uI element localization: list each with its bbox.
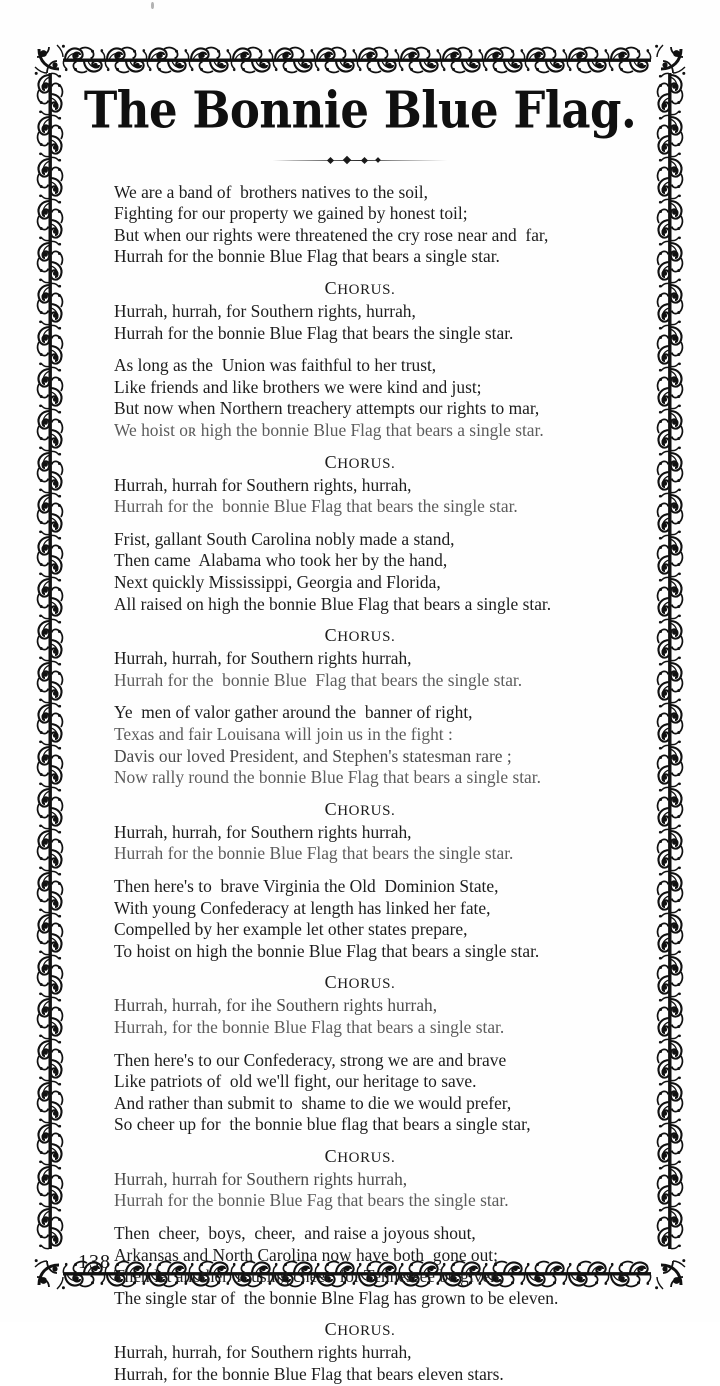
lyric-line: Ye men of valor gather around the banner of right,	[114, 702, 473, 723]
lyric-line: We are a band of brothers natives to the soil,	[114, 181, 428, 202]
chorus-label	[78, 625, 642, 646]
chorus-stanza	[78, 475, 642, 518]
lyric-line: Hurrah for the bonnie Blue Flag that bears the single star.	[114, 843, 514, 864]
lyric-line: Then here's to brave Virginia the Old Dominion State,	[114, 875, 499, 896]
lyric-line: Davis our loved President, and Stephen's statesman rare ;	[114, 745, 512, 766]
chorus-label-rest: HORUS.	[337, 455, 396, 472]
lyric-line: And rather than submit to shame to die we would prefer,	[114, 1092, 512, 1113]
divider-diamond	[343, 155, 351, 163]
verse-stanza	[78, 355, 642, 441]
page-number: 138	[78, 1251, 111, 1273]
lyric-line: Hurrah, hurrah, for Southern rights hurrah,	[114, 821, 412, 842]
chorus-label-rest: HORUS.	[337, 802, 396, 819]
lyric-line: Now rally round the bonnie Blue Flag that bears a single star.	[114, 767, 541, 788]
chorus-label	[78, 799, 642, 820]
divider-diamond	[361, 157, 368, 164]
song-content	[78, 70, 642, 1385]
chorus-label	[78, 1319, 642, 1340]
lyric-line: Hurrah, for the bonnie Blue Flag that bears a single star.	[114, 1016, 505, 1037]
chorus-label-rest: HORUS.	[337, 976, 396, 993]
lyric-line: Hurrah for the bonnie Blue Flag that bears the single star.	[114, 322, 514, 343]
lyric-line: Hurrah for the bonnie Blue Flag that bears a single star.	[114, 246, 500, 267]
lyric-line: But when our rights were threatened the cry rose near and far,	[114, 224, 549, 245]
lyric-line: Like friends and like brothers we were kind and just;	[114, 376, 482, 397]
verse-stanza	[78, 876, 642, 962]
border-right	[653, 43, 687, 1291]
chorus-label-capital: C	[324, 451, 338, 472]
chorus-stanza	[78, 1342, 642, 1385]
lyric-line: Hurrah for the bonnie Blue Flag that bears the single star.	[114, 496, 518, 517]
chorus-label-capital: C	[324, 798, 338, 819]
page-title: The Bonnie Blue Flag.	[83, 80, 637, 140]
lyric-line: Then cheer, boys, cheer, and raise a joyous shout,	[114, 1223, 476, 1244]
chorus-label-capital: C	[324, 972, 338, 993]
lyric-line: Texas and fair Louisana will join us in the fight :	[114, 723, 453, 744]
lyric-line: With young Confederacy at length has linked her fate,	[114, 897, 491, 918]
chorus-label-capital: C	[324, 1319, 338, 1340]
lyric-line: Hurrah, hurrah for Southern rights, hurrah,	[114, 474, 412, 495]
verse-stanza	[78, 182, 642, 268]
lyric-line: Then came Alabama who took her by the hand,	[114, 550, 448, 571]
lyric-line: Hurrah, for the bonnie Blue Flag that bears eleven stars.	[114, 1364, 504, 1385]
lyric-line: Hurrah, hurrah for Southern rights hurrah,	[114, 1168, 408, 1189]
chorus-stanza	[78, 648, 642, 691]
chorus-label-rest: HORUS.	[337, 1149, 396, 1166]
lyric-line: Next quickly Mississippi, Georgia and Florida,	[114, 572, 441, 592]
chorus-label-rest: HORUS.	[337, 629, 396, 646]
chorus-label	[78, 452, 642, 473]
chorus-label-rest: HORUS.	[337, 1323, 396, 1340]
chorus-stanza	[78, 822, 642, 865]
chorus-label	[78, 278, 642, 299]
title-divider-ornament	[78, 152, 642, 168]
border-left	[33, 43, 67, 1291]
lyric-line: Then let another rousing cheer for Tennessee be given,	[114, 1266, 504, 1287]
lyric-line: Hurrah, hurrah, for Southern rights hurrah,	[114, 648, 412, 669]
lyric-line: Hurrah, hurrah, for Southern rights hurrah,	[114, 1342, 412, 1363]
ink-speck	[151, 2, 154, 9]
lyric-line: As long as the Union was faithful to her trust,	[114, 355, 437, 376]
lyric-line: Hurrah for the bonnie Blue Flag that bears the single star.	[114, 669, 523, 690]
lyric-line: The single star of the bonnie Blne Flag has grown to be eleven.	[114, 1287, 559, 1308]
lyric-line: Hurrah for the bonnie Blue Fag that bears the single star.	[114, 1190, 509, 1211]
lyric-line: Compelled by her example let other states prepare,	[114, 919, 468, 940]
lyric-line: To hoist on high the bonnie Blue Flag that bears a single star.	[114, 940, 540, 961]
verse-stanza	[78, 1050, 642, 1136]
lyric-line: Hurrah, hurrah, for ihe Southern rights hurrah,	[114, 995, 438, 1016]
lyrics-body	[78, 182, 642, 1386]
chorus-label-capital: C	[324, 278, 338, 299]
chorus-label	[78, 1146, 642, 1167]
chorus-label-capital: C	[324, 1145, 338, 1166]
lyric-line: Like patriots of old we'll fight, our heritage to save.	[114, 1071, 477, 1092]
divider-diamond	[327, 157, 334, 164]
lyric-line: All raised on high the bonnie Blue Flag that bears a single star.	[114, 593, 552, 614]
lyric-line: Arkansas and North Carolina now have both gone out;	[114, 1244, 498, 1265]
lyric-line: So cheer up for the bonnie blue flag that bears a single star,	[114, 1114, 531, 1135]
verse-stanza	[78, 702, 642, 788]
divider-diamond	[375, 157, 381, 163]
lyric-line: Hurrah, hurrah, for Southern rights, hurrah,	[114, 301, 416, 322]
lyric-line: We hoist oʀ high the bonnie Blue Flag that bears a single star.	[114, 420, 544, 441]
chorus-label-capital: C	[324, 625, 338, 646]
lyric-line: Fighting for our property we gained by honest toil;	[114, 203, 468, 224]
verse-stanza	[78, 1223, 642, 1309]
lyric-line: But now when Northern treachery attempts our rights to mar,	[114, 398, 540, 419]
chorus-stanza	[78, 301, 642, 344]
lyric-line: Frist, gallant South Carolina nobly made a stand,	[114, 528, 455, 549]
verse-stanza	[78, 529, 642, 615]
chorus-stanza	[78, 1169, 642, 1212]
chorus-stanza	[78, 995, 642, 1038]
chorus-label	[78, 972, 642, 993]
lyric-line: Then here's to our Confederacy, strong we are and brave	[114, 1049, 507, 1070]
chorus-label-rest: HORUS.	[337, 282, 396, 299]
